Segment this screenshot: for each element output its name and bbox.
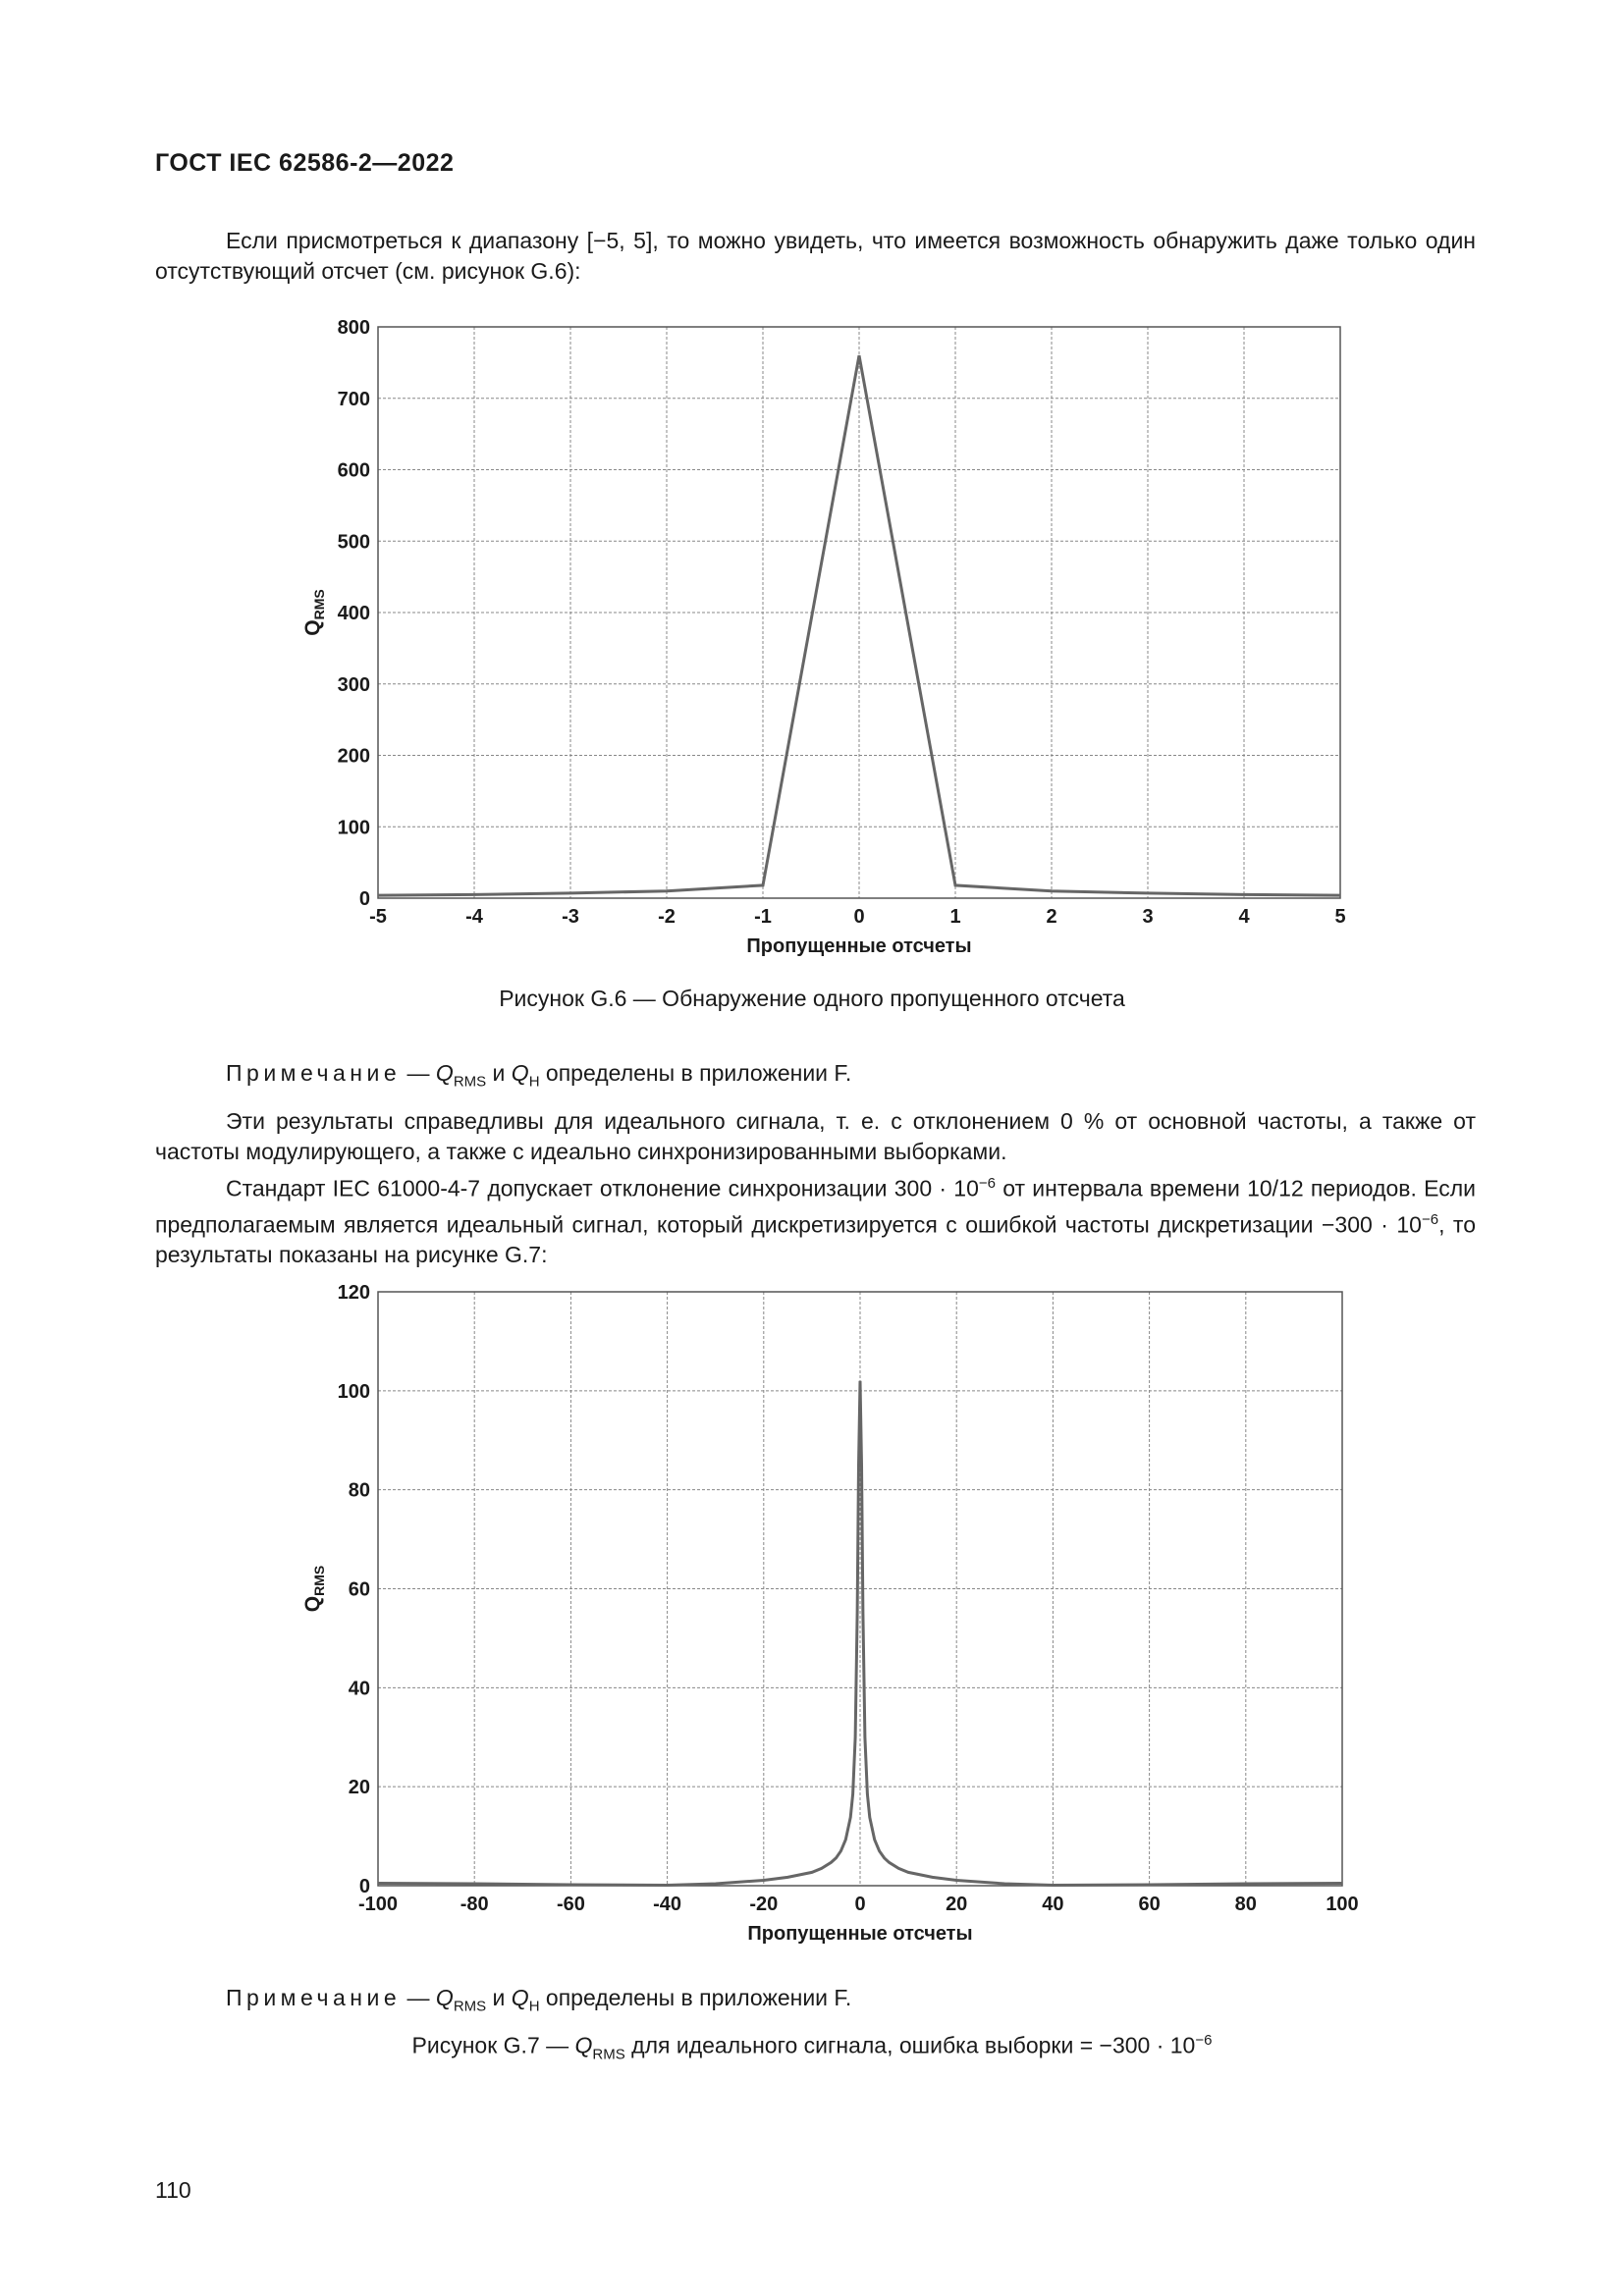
g6-x-tick-label: -1 [754,906,772,928]
intro-text: Если присмотреться к диапазону [−5, 5], то можно увидеть, что имеется возможность обнаружить даже только один отсутствующий отсчет (см. рисунок G.6): [155,228,1476,284]
g7-y-tick-label: 60 [348,1578,370,1601]
g7-x-tick-label: -60 [556,1894,585,1915]
chart-g7-x-ticks [358,1894,1359,1915]
g6-y-tick-label: 100 [337,817,370,839]
g6-x-tick-label: 4 [1238,906,1250,928]
g6-x-tick-label: 3 [1142,906,1154,928]
chart-g7 [285,1274,1365,1951]
g6-x-tick-label: 1 [949,906,961,928]
chart-g6-grid [378,327,1340,898]
g7-y-tick-label: 120 [337,1282,370,1304]
g6-x-tick-label: 0 [853,906,865,928]
g7-x-tick-label: 0 [854,1894,866,1915]
g6-y-tick-label: 0 [358,888,370,910]
g6-x-tick-label: -4 [465,906,483,928]
page-number: 110 [155,2177,191,2203]
g7-x-tick-label: -40 [653,1894,682,1915]
g7-x-tick-label: 60 [1138,1894,1161,1915]
chart-g6-y-ticks [338,317,370,910]
g6-y-tick-label: 800 [337,317,370,339]
g6-x-tick-label: -2 [658,906,676,928]
paragraph-iec-standard: Стандарт IEC 61000-4-7 допускает отклонение синхронизации $300 \cdot 10^{-6}$ от интервала времени 10/12 периодов. Если предполагаемым является идеальный сигнал, который дискретизируется с ошибкой частоты дискретизации $-300 \cdot 10^{-6}$, то результаты показаны на рисунке G.7: [155,1175,1476,1268]
intro-paragraph [155,226,1476,287]
note-1-label: Примечание [226,1060,402,1086]
chart-g7-y-axis-label: $Q_{RMS}$ [301,1565,327,1613]
chart-g7-y-ticks [338,1282,370,1897]
figure-g6-caption: Рисунок G.6 — Обнаружение одного пропущенного отсчета [499,986,1125,1011]
chart-g6-x-ticks [369,906,1345,928]
g7-y-tick-label: 100 [337,1380,370,1403]
g6-x-tick-label: -3 [562,906,579,928]
paragraph-ideal-signal: Эти результаты справедливы для идеального сигнала, т. е. с отклонением 0 % от основной частоты, а также от частоты модулирующего, а также с идеально синхронизированными выборками. [155,1108,1476,1164]
g6-y-tick-label: 700 [337,388,370,410]
g7-x-tick-label: 40 [1042,1894,1064,1915]
g7-x-tick-label: -100 [357,1894,399,1915]
g7-y-tick-label: 80 [348,1479,370,1502]
g6-x-tick-label: 2 [1046,906,1057,928]
note-1: Примечание — $Q_{RMS}$ и $Q_H$ определены в приложении F. [226,1060,852,1091]
g6-y-tick-label: 200 [337,745,370,768]
g7-x-tick-label: 80 [1234,1894,1257,1915]
chart-g6-y-axis-label: $Q_{RMS}$ [301,589,327,636]
g6-x-tick-label: -5 [369,906,387,928]
g7-x-tick-label: -20 [749,1894,779,1915]
g6-y-tick-label: 300 [337,673,370,696]
document-header: ГОСТ IEC 62586-2—2022 [155,149,455,177]
figure-g7-caption: Рисунок G.7 — $Q_{RMS}$ для идеального сигнала, ошибка выборки = $-300 \cdot 10^{-6}$ [411,2032,1213,2063]
g6-y-tick-label: 500 [337,531,370,554]
chart-g6-x-axis-label: Пропущенные отсчеты [746,935,972,957]
g7-y-tick-label: 20 [348,1777,370,1799]
g7-y-tick-label: 0 [358,1876,370,1897]
g6-y-tick-label: 600 [337,459,370,482]
chart-g6 [285,312,1365,960]
chart-g7-x-axis-label: Пропущенные отсчеты [747,1923,973,1945]
note-2-label: Примечание [226,1985,402,2010]
g7-x-tick-label: -80 [460,1894,489,1915]
g7-x-tick-label: 20 [946,1894,968,1915]
note-2: Примечание — $Q_{RMS}$ и $Q_H$ определены в приложении F. [226,1985,852,2015]
g7-y-tick-label: 40 [348,1678,370,1700]
g6-y-tick-label: 400 [337,603,370,624]
g6-x-tick-label: 5 [1334,906,1346,928]
g7-x-tick-label: 100 [1326,1894,1359,1915]
chart-g7-grid [378,1292,1342,1886]
